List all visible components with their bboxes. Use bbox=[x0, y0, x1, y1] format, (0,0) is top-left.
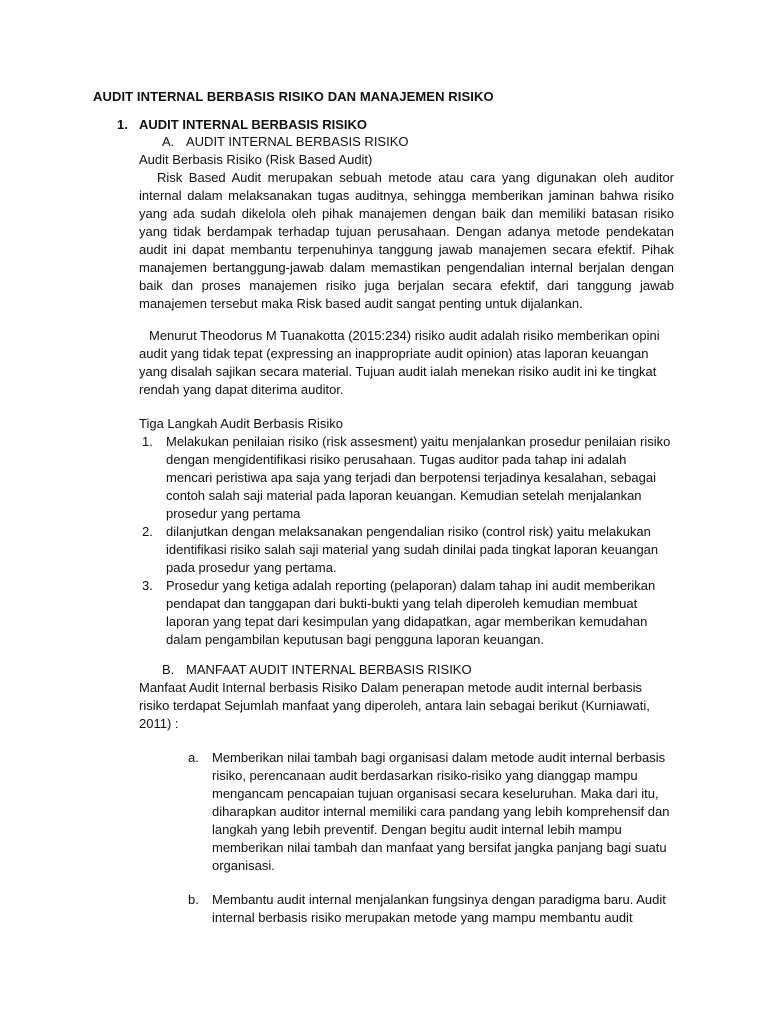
list-item-text: Melakukan penilaian risiko (risk assesment) yaitu menjalankan prosedur penilaian risiko dengan mengidentifikasi risiko perusahaan. Tugas auditor pada tahap ini adalah mencari peristiwa apa saja yang terjadi dan berpotensi terjadinya kesalahan, sebagai contoh salah saji material pada laporan keuangan. Kemudian setelah menjalankan prosedur yang pertama bbox=[166, 434, 671, 521]
list-item-letter: b. bbox=[188, 892, 199, 907]
subsection-b-title: MANFAAT AUDIT INTERNAL BERBASIS RISIKO bbox=[186, 662, 472, 677]
list-item bbox=[139, 523, 675, 577]
list-item-number: 3. bbox=[142, 578, 153, 593]
list-item bbox=[139, 433, 675, 523]
list-item-text: Membantu audit internal menjalankan fungsinya dengan paradigma baru. Audit internal berbasis risiko merupakan metode yang mampu membantu audit bbox=[212, 892, 666, 925]
section-number: 1. bbox=[117, 117, 128, 132]
benefits-list-continued bbox=[188, 891, 678, 927]
subsection-b-intro: Manfaat Audit Internal berbasis Risiko Dalam penerapan metode audit internal berbasis risiko terdapat Sejumlah manfaat yang diperoleh, antara lain sebagai berikut (Kurniawati, 2011) : bbox=[139, 680, 650, 731]
benefits-list bbox=[188, 749, 678, 875]
subsection-a-subtitle: Audit Berbasis Risiko (Risk Based Audit) bbox=[139, 152, 373, 167]
list-item-text: Prosedur yang ketiga adalah reporting (pelaporan) dalam tahap ini audit memberikan pendapat dan tanggapan dari bukti-bukti yang telah diperoleh kemudian membuat laporan yang tepat dari kesimpulan yang didapatkan, agar memberikan kemudahan dalam pengambilan keputusan bagi pengguna laporan keuangan. bbox=[166, 578, 656, 647]
list-item-number: 2. bbox=[142, 524, 153, 539]
list-item bbox=[188, 749, 678, 875]
subsection-a-heading bbox=[162, 133, 409, 151]
subsection-b-heading bbox=[162, 661, 472, 679]
list-item bbox=[188, 891, 678, 927]
list-item bbox=[139, 577, 675, 649]
list-item-text: dilanjutkan dengan melaksanakan pengendalian risiko (control risk) yaitu melakukan identifikasi risiko salah saji material yang sudah dinilai pada tingkat laporan keuangan pada prosedur yang pertama. bbox=[166, 524, 659, 575]
list-item-text: Memberikan nilai tambah bagi organisasi dalam metode audit internal berbasis risiko, perencanaan audit berdasarkan risiko-risiko yang dianggap mampu mengancam pencapaian tujuan organisasi secara keseluruhan. Maka dari itu, diharapkan auditor internal memiliki cara pandang yang lebih komprehensif dan langkah yang lebih preventif. Dengan begitu audit internal lebih mampu memberikan nilai tambah dan manfaat yang bersifat jangka panjang bagi suatu organisasi. bbox=[212, 750, 670, 873]
subsection-a-label: A. bbox=[162, 134, 175, 149]
list-item-number: 1. bbox=[142, 434, 153, 449]
subsection-b-label: B. bbox=[162, 662, 175, 677]
subsection-a-title: AUDIT INTERNAL BERBASIS RISIKO bbox=[186, 134, 409, 149]
steps-heading: Tiga Langkah Audit Berbasis Risiko bbox=[139, 416, 344, 431]
paragraph-risk-based-audit: Risk Based Audit merupakan sebuah metode atau cara yang digunakan oleh auditor internal dalam melaksanakan tugas auditnya, sehingga memberikan jaminan bahwa risiko yang ada sudah dikelola oleh pihak manajemen dengan baik dan memiliki batasan risiko yang tidak berdampak terhadap tujuan perusahaan. Dengan adanya metode pendekatan audit ini dapat membantu terpenuhinya tanggung jawab manajemen secara efektif. Pihak manajemen bertanggung-jawab dalam memastikan pengendalian internal berjalan dengan baik dan proses manajemen risiko juga berjalan secara efektif, dari tanggung jawab manajemen tersebut maka Risk based audit sangat penting untuk dijalankan. bbox=[139, 170, 674, 311]
list-item-letter: a. bbox=[188, 750, 199, 765]
paragraph-theodorus: Menurut Theodorus M Tuanakotta (2015:234) risiko audit adalah risiko memberikan opini audit yang tidak tepat (expressing an inappropriate audit opinion) atas laporan keuangan yang disalah sajikan secara material. Tujuan audit ialah menekan risiko audit ini ke tingkat rendah yang dapat diterima auditor. bbox=[139, 328, 660, 397]
steps-list bbox=[139, 433, 675, 649]
section-title: AUDIT INTERNAL BERBASIS RISIKO bbox=[139, 117, 367, 132]
document-title: AUDIT INTERNAL BERBASIS RISIKO DAN MANAJEMEN RISIKO bbox=[93, 89, 494, 104]
